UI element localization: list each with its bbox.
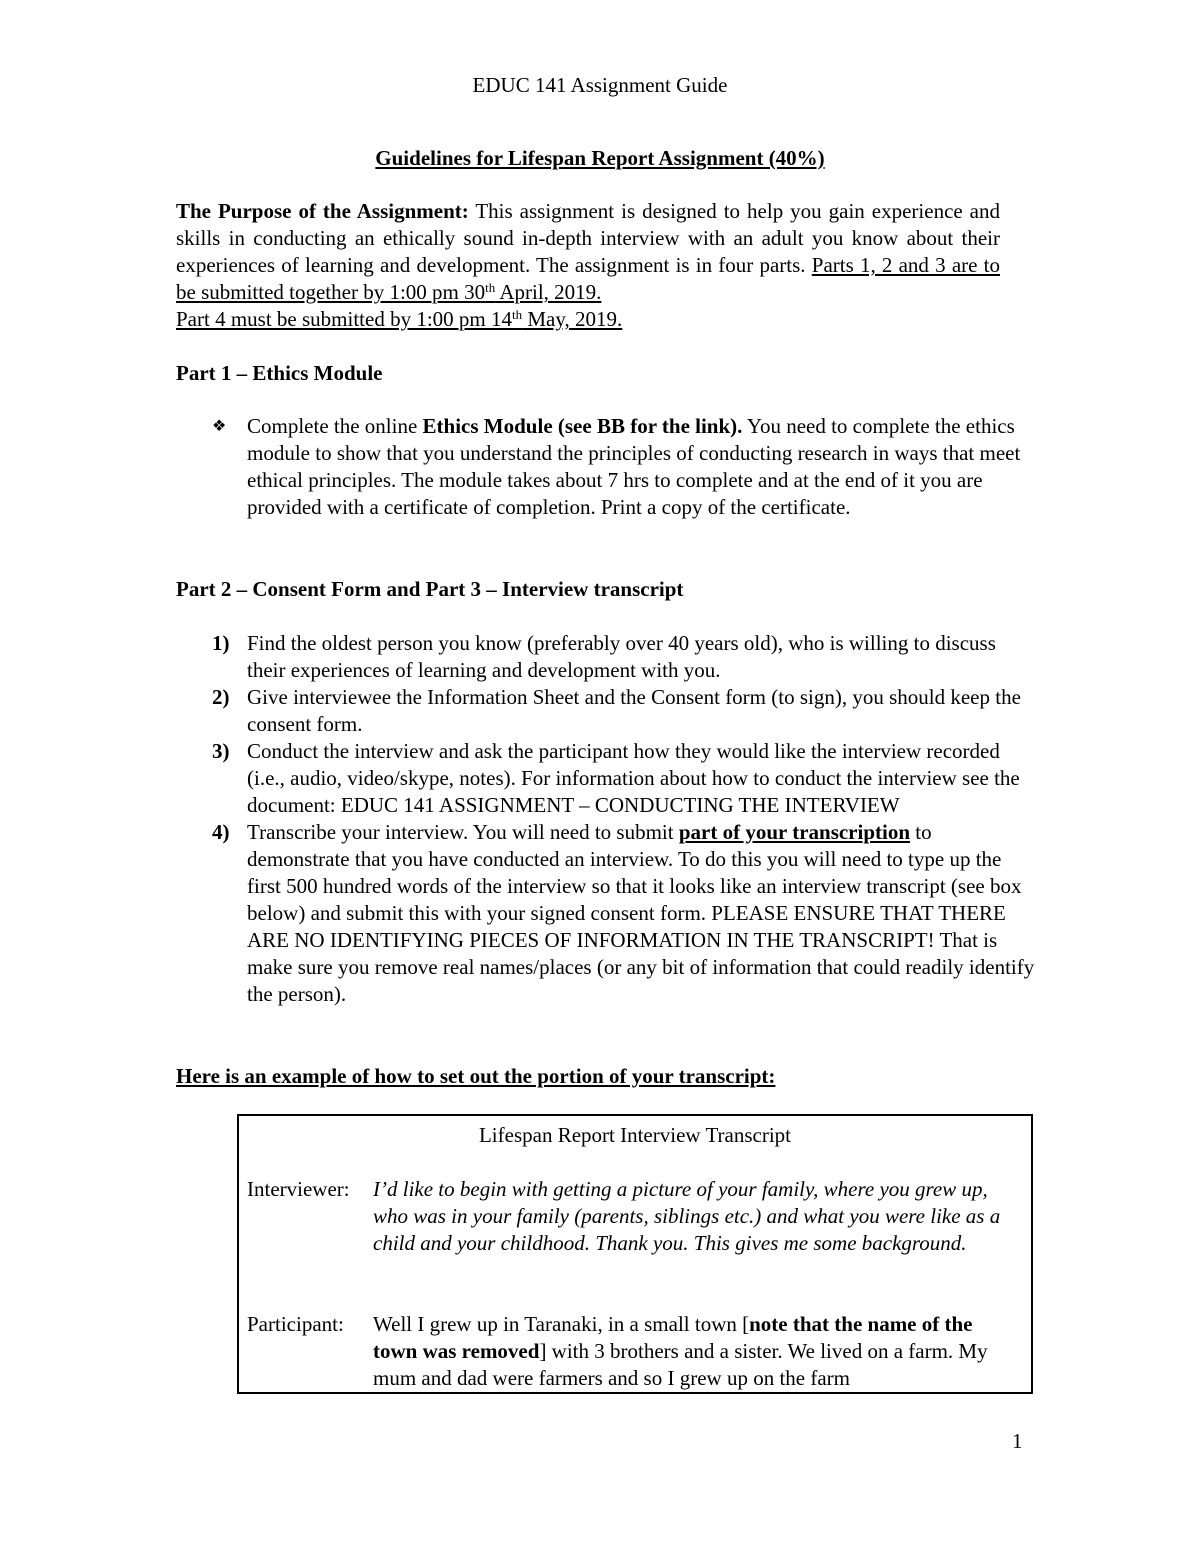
deadline-1-suffix: th	[485, 280, 496, 295]
page-header: EDUC 141 Assignment Guide	[472, 73, 728, 97]
participant-text-body: ] with 3 brothers and a sister. We lived on a farm. My mum and dad were farmers and so I grew up on the farm	[373, 1339, 988, 1390]
page-number: 1	[1012, 1429, 1023, 1453]
deadline-1-date: April, 2019.	[495, 280, 602, 304]
redaction-note: note that the name of the town was removed	[373, 1312, 973, 1363]
step-text: Give interviewee the Information Sheet and the Consent form (to sign), you should keep the consent form.	[247, 685, 1021, 736]
participant-label: Participant:	[247, 1312, 344, 1336]
step-text: Conduct the interview and ask the participant how they would like the interview recorded (i.e., audio, video/skype, notes). For information about how to conduct the interview see the document: EDUC 141 ASSIGNMENT – CONDUCTING THE INTERVIEW	[247, 739, 1020, 817]
part1-text	[247, 413, 1027, 521]
part1-text-body: You need to complete the ethics module to show that you understand the principles of conducting research in ways that meet ethical principles. The module takes about 7 hrs to complete and at the end of it you are provided with a certificate of completion. Print a copy of the certificate.	[247, 414, 1021, 519]
transcription-emphasis: part of your transcription	[678, 820, 911, 844]
part1-heading: Part 1 – Ethics Module	[176, 361, 383, 385]
step-text: Find the oldest person you know (preferably over 40 years old), who is willing to discuss their experiences of learning and development with you.	[247, 631, 996, 682]
interviewer-label: Interviewer:	[247, 1177, 350, 1201]
list-item	[176, 684, 1036, 738]
participant-text	[373, 1311, 1013, 1392]
deadline-part-4	[176, 307, 622, 331]
deadline-2-suffix: th	[512, 307, 523, 322]
deadline-2-text: Part 4 must be submitted by 1:00 pm 14	[176, 307, 512, 331]
step-number: 3)	[212, 739, 230, 763]
list-item	[176, 738, 1036, 819]
interviewer-text: I’d like to begin with getting a picture of your family, where you grew up, who was in your family (parents, siblings etc.) and what you were like as a child and your childhood. Thank you. This gives me some background.	[373, 1177, 1001, 1255]
transcript-title: Lifespan Report Interview Transcript	[478, 1123, 792, 1147]
step-text-lead: Transcribe your interview. You will need to submit	[247, 820, 679, 844]
purpose-paragraph	[176, 198, 1000, 333]
deadline-2-date: May, 2019.	[522, 307, 623, 331]
step-number: 1)	[212, 631, 230, 655]
transcript-example-box	[237, 1114, 1033, 1394]
list-item	[176, 819, 1036, 1008]
list-item	[176, 630, 1036, 684]
example-heading: Here is an example of how to set out the portion of your transcript:	[176, 1064, 776, 1088]
diamond-bullet-icon: ❖	[212, 418, 227, 435]
part2-3-heading: Part 2 – Consent Form and Part 3 – Interview transcript	[176, 577, 684, 601]
step-number: 2)	[212, 685, 230, 709]
document-title: Guidelines for Lifespan Report Assignment (40%)	[375, 146, 825, 170]
purpose-label: The Purpose of the Assignment:	[176, 199, 469, 223]
deadline-1-text: Parts 1, 2 and 3 are to be submitted together by 1:00 pm 30	[176, 253, 1000, 304]
part1-text-lead: Complete the online	[247, 414, 423, 438]
purpose-text: This assignment is designed to help you gain experience and skills in conducting an ethically sound in-depth interview with an adult you know about their experiences of learning and development. The assignment is in four parts.	[176, 199, 1001, 277]
step-text-body: to demonstrate that you have conducted an interview. To do this you will need to type up the first 500 hundred words of the interview so that it looks like an interview transcript (see box below) and submit this with your signed consent form. PLEASE ENSURE THAT THERE ARE NO IDENTIFYING PIECES OF INFORMATION IN THE TRANSCRIPT! That is make sure you remove real names/places (or any bit of information that could readily identify the person).	[247, 820, 1035, 1006]
participant-text-lead: Well I grew up in Taranaki, in a small town [	[373, 1312, 750, 1336]
step-number: 4)	[212, 820, 230, 844]
interview-steps-list	[176, 630, 1036, 1008]
ethics-module-emphasis: Ethics Module (see BB for the link).	[422, 414, 743, 438]
